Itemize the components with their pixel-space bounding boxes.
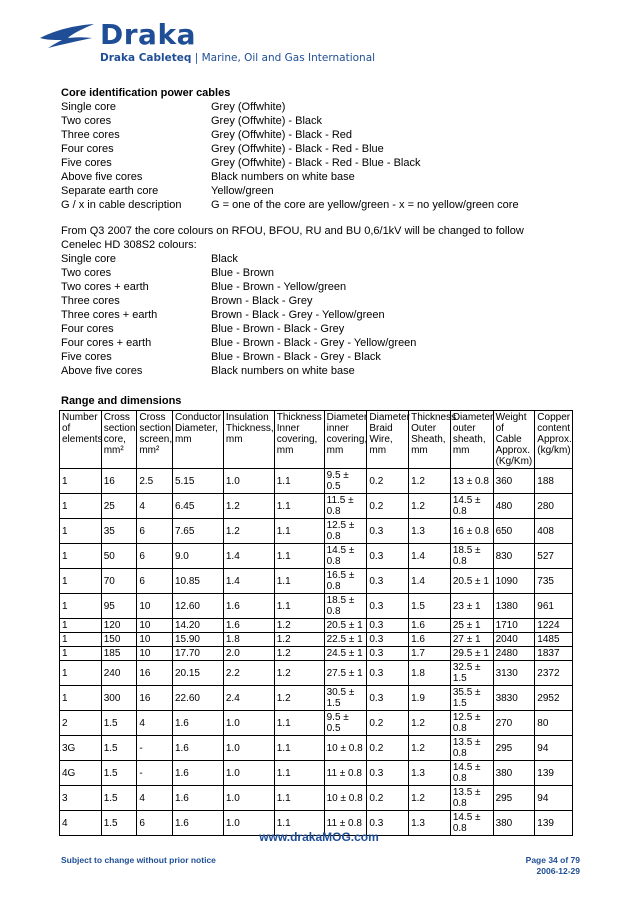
- column-header: Diameter inner covering, mm: [324, 411, 367, 469]
- table-cell: 3G: [60, 736, 102, 761]
- table-cell: 1710: [493, 619, 535, 633]
- table-cell: 0.2: [367, 469, 409, 494]
- table-cell: 1.0: [223, 469, 274, 494]
- table-cell: 10: [137, 633, 173, 647]
- table-row: [60, 711, 573, 736]
- table-cell: 12.5 ± 0.8: [450, 711, 493, 736]
- table-cell: 1.6: [223, 619, 274, 633]
- table-cell: 3: [60, 786, 102, 811]
- table-cell: 650: [493, 519, 535, 544]
- table-cell: 18.5 ± 0.8: [324, 594, 367, 619]
- table-cell: 2.5: [137, 469, 173, 494]
- table-row: [60, 594, 573, 619]
- core-identification-section: [61, 86, 581, 378]
- table-cell: 10.85: [172, 569, 223, 594]
- table-cell: 1.1: [274, 519, 324, 544]
- table-cell: 24.5 ± 1: [324, 647, 367, 661]
- table-cell: 1.1: [274, 761, 324, 786]
- table-cell: 1.3: [409, 761, 451, 786]
- brand-subtitle: [100, 52, 375, 64]
- cenelec-row: [61, 294, 581, 308]
- cenelec-label: Three cores: [61, 295, 120, 307]
- table-cell: 6: [137, 519, 173, 544]
- page-number: Page 34 of 79: [525, 855, 580, 865]
- table-cell: 2952: [535, 686, 573, 711]
- table-cell: 1.2: [409, 494, 451, 519]
- cenelec-row: [61, 336, 581, 350]
- table-cell: -: [137, 736, 173, 761]
- table-cell: 1.6: [409, 619, 451, 633]
- table-cell: 6: [137, 544, 173, 569]
- table-cell: 1.1: [274, 544, 324, 569]
- core-id-value: Grey (Offwhite) - Black - Red: [211, 129, 352, 141]
- table-cell: 1.1: [274, 594, 324, 619]
- table-cell: 4G: [60, 761, 102, 786]
- table-cell: 120: [101, 619, 137, 633]
- table-cell: 16: [137, 686, 173, 711]
- table-cell: 270: [493, 711, 535, 736]
- table-cell: 1.4: [409, 544, 451, 569]
- table-cell: 3130: [493, 661, 535, 686]
- table-cell: 1.2: [274, 647, 324, 661]
- table-cell: 70: [101, 569, 137, 594]
- table-cell: 0.3: [367, 811, 409, 836]
- table-cell: 29.5 ± 1: [450, 647, 493, 661]
- table-cell: 280: [535, 494, 573, 519]
- cenelec-row: [61, 350, 581, 364]
- core-id-label: Separate earth core: [61, 185, 159, 197]
- table-cell: 1: [60, 544, 102, 569]
- table-cell: 1.2: [274, 686, 324, 711]
- cenelec-label: Four cores: [61, 323, 114, 335]
- table-cell: -: [137, 761, 173, 786]
- table-cell: 0.2: [367, 494, 409, 519]
- table-cell: 1.2: [223, 519, 274, 544]
- table-cell: 1.5: [101, 736, 137, 761]
- table-cell: 1.6: [172, 761, 223, 786]
- table-cell: 0.3: [367, 761, 409, 786]
- column-header: Number of elements: [60, 411, 102, 469]
- table-row: [60, 633, 573, 647]
- cenelec-value: Blue - Brown - Black - Grey - Yellow/green: [211, 337, 417, 349]
- table-cell: 10 ± 0.8: [324, 736, 367, 761]
- table-cell: 0.3: [367, 633, 409, 647]
- core-id-label: Two cores: [61, 115, 112, 127]
- cenelec-label: Two cores + earth: [61, 281, 149, 293]
- table-cell: 0.3: [367, 569, 409, 594]
- table-cell: 1.8: [409, 661, 451, 686]
- column-header: Diameter outer sheath, mm: [450, 411, 493, 469]
- table-cell: 22.60: [172, 686, 223, 711]
- table-cell: 2.4: [223, 686, 274, 711]
- table-cell: 1.1: [274, 811, 324, 836]
- brand-name: Draka: [100, 18, 196, 51]
- table-row: [60, 569, 573, 594]
- table-cell: 380: [493, 761, 535, 786]
- footer-url-link[interactable]: www.drakaMOG.com: [259, 830, 379, 844]
- column-header: Diameter Braid Wire, mm: [367, 411, 409, 469]
- table-cell: 0.3: [367, 619, 409, 633]
- cenelec-value: Blue - Brown - Black - Grey - Black: [211, 351, 381, 363]
- page-header: [38, 14, 458, 66]
- table-cell: 735: [535, 569, 573, 594]
- table-cell: 12.60: [172, 594, 223, 619]
- column-header: Cross section core, mm²: [101, 411, 137, 469]
- table-cell: 1.0: [223, 786, 274, 811]
- core-id-value: Grey (Offwhite) - Black: [211, 115, 323, 127]
- table-row: [60, 736, 573, 761]
- table-cell: 1: [60, 494, 102, 519]
- table-cell: 2.2: [223, 661, 274, 686]
- table-cell: 1.2: [274, 619, 324, 633]
- core-id-row: [61, 156, 581, 170]
- table-cell: 1090: [493, 569, 535, 594]
- table-row: [60, 647, 573, 661]
- core-id-list: [61, 100, 581, 212]
- table-cell: 150: [101, 633, 137, 647]
- table-cell: 1.6: [172, 786, 223, 811]
- footer-notice: Subject to change without prior notice: [61, 855, 216, 865]
- table-row: [60, 469, 573, 494]
- table-cell: 360: [493, 469, 535, 494]
- cenelec-value: Blue - Brown - Yellow/green: [211, 281, 347, 293]
- table-cell: 1.5: [101, 761, 137, 786]
- table-cell: 35.5 ± 1.5: [450, 686, 493, 711]
- table-row: [60, 661, 573, 686]
- table-cell: 1.5: [101, 811, 137, 836]
- cenelec-row: [61, 266, 581, 280]
- table-cell: 1.2: [409, 469, 451, 494]
- table-cell: 1.1: [274, 736, 324, 761]
- table-cell: 10: [137, 619, 173, 633]
- table-row: [60, 786, 573, 811]
- table-cell: 32.5 ± 1.5: [450, 661, 493, 686]
- cenelec-row: [61, 280, 581, 294]
- table-cell: 6: [137, 569, 173, 594]
- core-id-value: Black numbers on white base: [211, 171, 355, 183]
- column-header: Weight of Cable Approx. (Kg/Km): [493, 411, 535, 469]
- table-cell: 6.45: [172, 494, 223, 519]
- table-cell: 30.5 ± 1.5: [324, 686, 367, 711]
- cenelec-value: Black numbers on white base: [211, 365, 355, 377]
- table-cell: 1: [60, 661, 102, 686]
- table-cell: 10: [137, 594, 173, 619]
- table-cell: 20.5 ± 1: [324, 619, 367, 633]
- table-row: [60, 494, 573, 519]
- table-cell: 1.2: [409, 786, 451, 811]
- table-cell: 23 ± 1: [450, 594, 493, 619]
- table-cell: 9.0: [172, 544, 223, 569]
- cenelec-row: [61, 364, 581, 378]
- table-cell: 0.3: [367, 544, 409, 569]
- table-cell: 1: [60, 594, 102, 619]
- table-cell: 1.6: [172, 736, 223, 761]
- column-header: Copper content Approx. (kg/km): [535, 411, 573, 469]
- table-cell: 4: [137, 786, 173, 811]
- table-cell: 14.5 ± 0.8: [450, 761, 493, 786]
- table-cell: 4: [60, 811, 102, 836]
- brand-subtitle-bold: Draka Cableteq: [100, 52, 192, 64]
- table-cell: 10: [137, 647, 173, 661]
- cenelec-label: Three cores + earth: [61, 309, 158, 321]
- table-cell: 139: [535, 761, 573, 786]
- table-cell: 2: [60, 711, 102, 736]
- table-cell: 1: [60, 647, 102, 661]
- table-cell: 16.5 ± 0.8: [324, 569, 367, 594]
- table-cell: 0.3: [367, 519, 409, 544]
- table-cell: 1.1: [274, 569, 324, 594]
- cenelec-value: Brown - Black - Grey - Yellow/green: [211, 309, 385, 321]
- table-row: [60, 519, 573, 544]
- table-cell: 2372: [535, 661, 573, 686]
- core-id-value: Grey (Offwhite) - Black - Red - Blue: [211, 143, 384, 155]
- table-cell: 1.1: [274, 786, 324, 811]
- core-id-label: Five cores: [61, 157, 112, 169]
- column-header: Insulation Thickness, mm: [223, 411, 274, 469]
- cenelec-label: Single core: [61, 253, 117, 265]
- table-cell: 6: [137, 811, 173, 836]
- table-cell: 2.0: [223, 647, 274, 661]
- table-cell: 185: [101, 647, 137, 661]
- table-cell: 5.15: [172, 469, 223, 494]
- table-cell: 95: [101, 594, 137, 619]
- table-cell: 20.5 ± 1: [450, 569, 493, 594]
- core-id-row: [61, 128, 581, 142]
- table-cell: 94: [535, 736, 573, 761]
- table-cell: 0.3: [367, 661, 409, 686]
- table-cell: 1.6: [409, 633, 451, 647]
- core-id-label: Above five cores: [61, 171, 143, 183]
- table-cell: 1.0: [223, 811, 274, 836]
- draka-bird-logo-icon: [38, 22, 96, 50]
- table-cell: 295: [493, 736, 535, 761]
- cenelec-list: [61, 252, 581, 378]
- table-cell: 0.2: [367, 711, 409, 736]
- table-cell: 12.5 ± 0.8: [324, 519, 367, 544]
- table-cell: 1: [60, 686, 102, 711]
- table-cell: 20.15: [172, 661, 223, 686]
- table-cell: 1.0: [223, 761, 274, 786]
- table-cell: 1.3: [409, 519, 451, 544]
- core-id-row: [61, 100, 581, 114]
- table-cell: 1.8: [223, 633, 274, 647]
- table-cell: 1.6: [172, 811, 223, 836]
- table-cell: 14.20: [172, 619, 223, 633]
- table-cell: 0.2: [367, 786, 409, 811]
- brand-subtitle-rest: | Marine, Oil and Gas International: [191, 52, 376, 64]
- core-id-row: [61, 184, 581, 198]
- table-cell: 80: [535, 711, 573, 736]
- table-cell: 18.5 ± 0.8: [450, 544, 493, 569]
- table-cell: 0.2: [367, 736, 409, 761]
- table-cell: 3830: [493, 686, 535, 711]
- table-cell: 188: [535, 469, 573, 494]
- page-date: 2006-12-29: [536, 866, 580, 876]
- table-cell: 11 ± 0.8: [324, 811, 367, 836]
- core-id-row: [61, 114, 581, 128]
- table-cell: 9.5 ± 0.5: [324, 711, 367, 736]
- table-cell: 9.5 ± 0.5: [324, 469, 367, 494]
- table-cell: 1.5: [101, 711, 137, 736]
- table-cell: 13 ± 0.8: [450, 469, 493, 494]
- cenelec-row: [61, 252, 581, 266]
- table-cell: 1: [60, 619, 102, 633]
- table-cell: 25 ± 1: [450, 619, 493, 633]
- table-cell: 527: [535, 544, 573, 569]
- core-id-label: Single core: [61, 101, 117, 113]
- column-header: Thickness Inner covering, mm: [274, 411, 324, 469]
- table-cell: 22.5 ± 1: [324, 633, 367, 647]
- table-cell: 295: [493, 786, 535, 811]
- table-cell: 16: [137, 661, 173, 686]
- footer-page-info: [526, 855, 580, 877]
- core-id-label: G / x in cable description: [61, 199, 182, 211]
- table-cell: 17.70: [172, 647, 223, 661]
- table-cell: 11 ± 0.8: [324, 761, 367, 786]
- table-header-row: [60, 411, 573, 469]
- table-cell: 139: [535, 811, 573, 836]
- cenelec-value: Blue - Brown: [211, 267, 274, 279]
- table-cell: 1: [60, 569, 102, 594]
- table-cell: 25: [101, 494, 137, 519]
- table-cell: 13.5 ± 0.8: [450, 736, 493, 761]
- table-cell: 380: [493, 811, 535, 836]
- range-dimensions-table: [59, 410, 573, 836]
- column-header: Conductor Diameter, mm: [172, 411, 223, 469]
- table-cell: 1.9: [409, 686, 451, 711]
- table-cell: 1485: [535, 633, 573, 647]
- core-id-value: Grey (Offwhite): [211, 101, 286, 113]
- table-cell: 1.0: [223, 736, 274, 761]
- column-header: Cross section screen, mm²: [137, 411, 173, 469]
- core-id-value: G = one of the core are yellow/green - x = no yellow/green core: [211, 199, 519, 211]
- table-cell: 961: [535, 594, 573, 619]
- core-id-title: Core identification power cables: [61, 87, 231, 99]
- table-cell: 4: [137, 711, 173, 736]
- cenelec-intro-line1: From Q3 2007 the core colours on RFOU, BFOU, RU and BU 0,6/1kV will be changed to follow: [61, 225, 524, 237]
- core-id-label: Three cores: [61, 129, 120, 141]
- core-id-value: Yellow/green: [211, 185, 274, 197]
- table-cell: 1380: [493, 594, 535, 619]
- cenelec-label: Two cores: [61, 267, 112, 279]
- table-cell: 830: [493, 544, 535, 569]
- table-cell: 7.65: [172, 519, 223, 544]
- table-cell: 10 ± 0.8: [324, 786, 367, 811]
- table-cell: 480: [493, 494, 535, 519]
- table-cell: 1.6: [223, 594, 274, 619]
- cenelec-row: [61, 322, 581, 336]
- table-cell: 408: [535, 519, 573, 544]
- cenelec-row: [61, 308, 581, 322]
- table-cell: 1.1: [274, 711, 324, 736]
- table-cell: 14.5 ± 0.8: [324, 544, 367, 569]
- table-cell: 2040: [493, 633, 535, 647]
- core-id-row: [61, 198, 581, 212]
- table-cell: 14.5 ± 0.8: [450, 811, 493, 836]
- table-cell: 1: [60, 633, 102, 647]
- table-cell: 1.4: [223, 544, 274, 569]
- table-row: [60, 619, 573, 633]
- core-id-value: Grey (Offwhite) - Black - Red - Blue - Black: [211, 157, 421, 169]
- table-cell: 27 ± 1: [450, 633, 493, 647]
- core-id-row: [61, 142, 581, 156]
- table-cell: 11.5 ± 0.8: [324, 494, 367, 519]
- table-cell: 0.3: [367, 594, 409, 619]
- range-title: Range and dimensions: [61, 395, 182, 407]
- table-row: [60, 544, 573, 569]
- table-cell: 15.90: [172, 633, 223, 647]
- table-cell: 1.0: [223, 711, 274, 736]
- table-cell: 2480: [493, 647, 535, 661]
- table-cell: 13.5 ± 0.8: [450, 786, 493, 811]
- cenelec-intro-line2: Cenelec HD 308S2 colours:: [61, 239, 197, 251]
- table-cell: 1.5: [409, 594, 451, 619]
- table-cell: 16 ± 0.8: [450, 519, 493, 544]
- core-id-row: [61, 170, 581, 184]
- table-body: [60, 469, 573, 836]
- table-cell: 16: [101, 469, 137, 494]
- table-cell: 14.5 ± 0.8: [450, 494, 493, 519]
- cenelec-section: [61, 224, 581, 378]
- table-cell: 1837: [535, 647, 573, 661]
- table-row: [60, 761, 573, 786]
- table-cell: 1.2: [274, 633, 324, 647]
- cenelec-label: Above five cores: [61, 365, 143, 377]
- table-cell: 1.4: [223, 569, 274, 594]
- cenelec-value: Brown - Black - Grey: [211, 295, 313, 307]
- table-cell: 1.6: [172, 711, 223, 736]
- table-cell: 0.3: [367, 647, 409, 661]
- cenelec-value: Black: [211, 253, 238, 265]
- table-cell: 1.4: [409, 569, 451, 594]
- table-cell: 1: [60, 519, 102, 544]
- table-cell: 300: [101, 686, 137, 711]
- table-cell: 1.1: [274, 469, 324, 494]
- table-cell: 4: [137, 494, 173, 519]
- table-cell: 1.5: [101, 786, 137, 811]
- table-cell: 1.7: [409, 647, 451, 661]
- table-cell: 1.2: [409, 711, 451, 736]
- column-header: Thickness Outer Sheath, mm: [409, 411, 451, 469]
- table-cell: 50: [101, 544, 137, 569]
- cenelec-label: Four cores + earth: [61, 337, 152, 349]
- table-cell: 0.3: [367, 686, 409, 711]
- table-row: [60, 686, 573, 711]
- table-cell: 27.5 ± 1: [324, 661, 367, 686]
- table-cell: 1.2: [223, 494, 274, 519]
- table-cell: 1224: [535, 619, 573, 633]
- table-cell: 1.1: [274, 494, 324, 519]
- table-cell: 1: [60, 469, 102, 494]
- core-id-label: Four cores: [61, 143, 114, 155]
- table-cell: 240: [101, 661, 137, 686]
- cenelec-value: Blue - Brown - Black - Grey: [211, 323, 345, 335]
- table-cell: 1.3: [409, 811, 451, 836]
- table-cell: 94: [535, 786, 573, 811]
- table-cell: 1.2: [409, 736, 451, 761]
- cenelec-label: Five cores: [61, 351, 112, 363]
- table-cell: 1.2: [274, 661, 324, 686]
- table-cell: 35: [101, 519, 137, 544]
